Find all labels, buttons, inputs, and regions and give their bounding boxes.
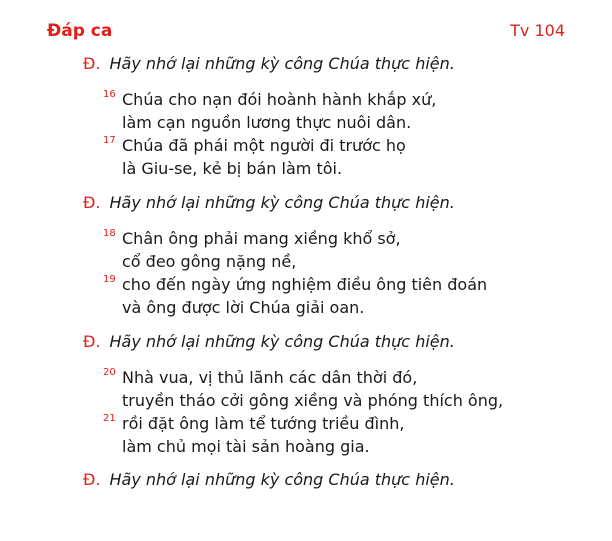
verse-text: cổ đeo gông nặng nề,	[122, 252, 297, 271]
response-marker: Đ.	[83, 332, 101, 351]
verse-text: làm cạn nguồn lương thực nuôi dân.	[122, 113, 412, 132]
psalm-title: Đáp ca	[47, 21, 113, 41]
response-marker: Đ.	[83, 470, 101, 489]
verse-text: Chân ông phải mang xiềng khổ sở,	[122, 229, 401, 248]
verse-text: Chúa đã phái một người đi trước họ	[122, 136, 406, 155]
verse-number: 21	[103, 413, 116, 424]
verse-number: 18	[103, 228, 116, 239]
verse-text: là Giu-se, kẻ bị bán làm tôi.	[122, 159, 343, 178]
response-text: Hãy nhớ lại những kỳ công Chúa thực hiện.	[109, 332, 455, 351]
verse-text: rồi đặt ông làm tể tướng triều đình,	[122, 414, 405, 433]
verse-text: làm chủ mọi tài sản hoàng gia.	[122, 437, 370, 456]
response-marker: Đ.	[83, 193, 101, 212]
verse-text: Nhà vua, vị thủ lãnh các dân thời đó,	[122, 368, 418, 387]
psalm-reference: Tv 104	[510, 21, 565, 40]
response-text: Hãy nhớ lại những kỳ công Chúa thực hiện.	[109, 54, 455, 73]
verse-number: 17	[103, 135, 116, 146]
verse-text: truyền tháo cởi gông xiềng và phóng thích ông,	[122, 391, 504, 410]
verse-text: cho đến ngày ứng nghiệm điều ông tiên đoán	[122, 275, 488, 294]
verse-text: Chúa cho nạn đói hoành hành khắp xứ,	[122, 90, 437, 109]
response	[83, 332, 455, 351]
response-marker: Đ.	[83, 54, 101, 73]
header	[47, 21, 565, 43]
verse-number: 20	[103, 367, 116, 378]
response	[83, 193, 455, 212]
response	[83, 54, 455, 73]
verse-number: 16	[103, 89, 116, 100]
verse-text: và ông được lời Chúa giải oan.	[122, 298, 365, 317]
response	[83, 470, 455, 489]
verse-number: 19	[103, 274, 116, 285]
response-text: Hãy nhớ lại những kỳ công Chúa thực hiện.	[109, 193, 455, 212]
response-text: Hãy nhớ lại những kỳ công Chúa thực hiện.	[109, 470, 455, 489]
